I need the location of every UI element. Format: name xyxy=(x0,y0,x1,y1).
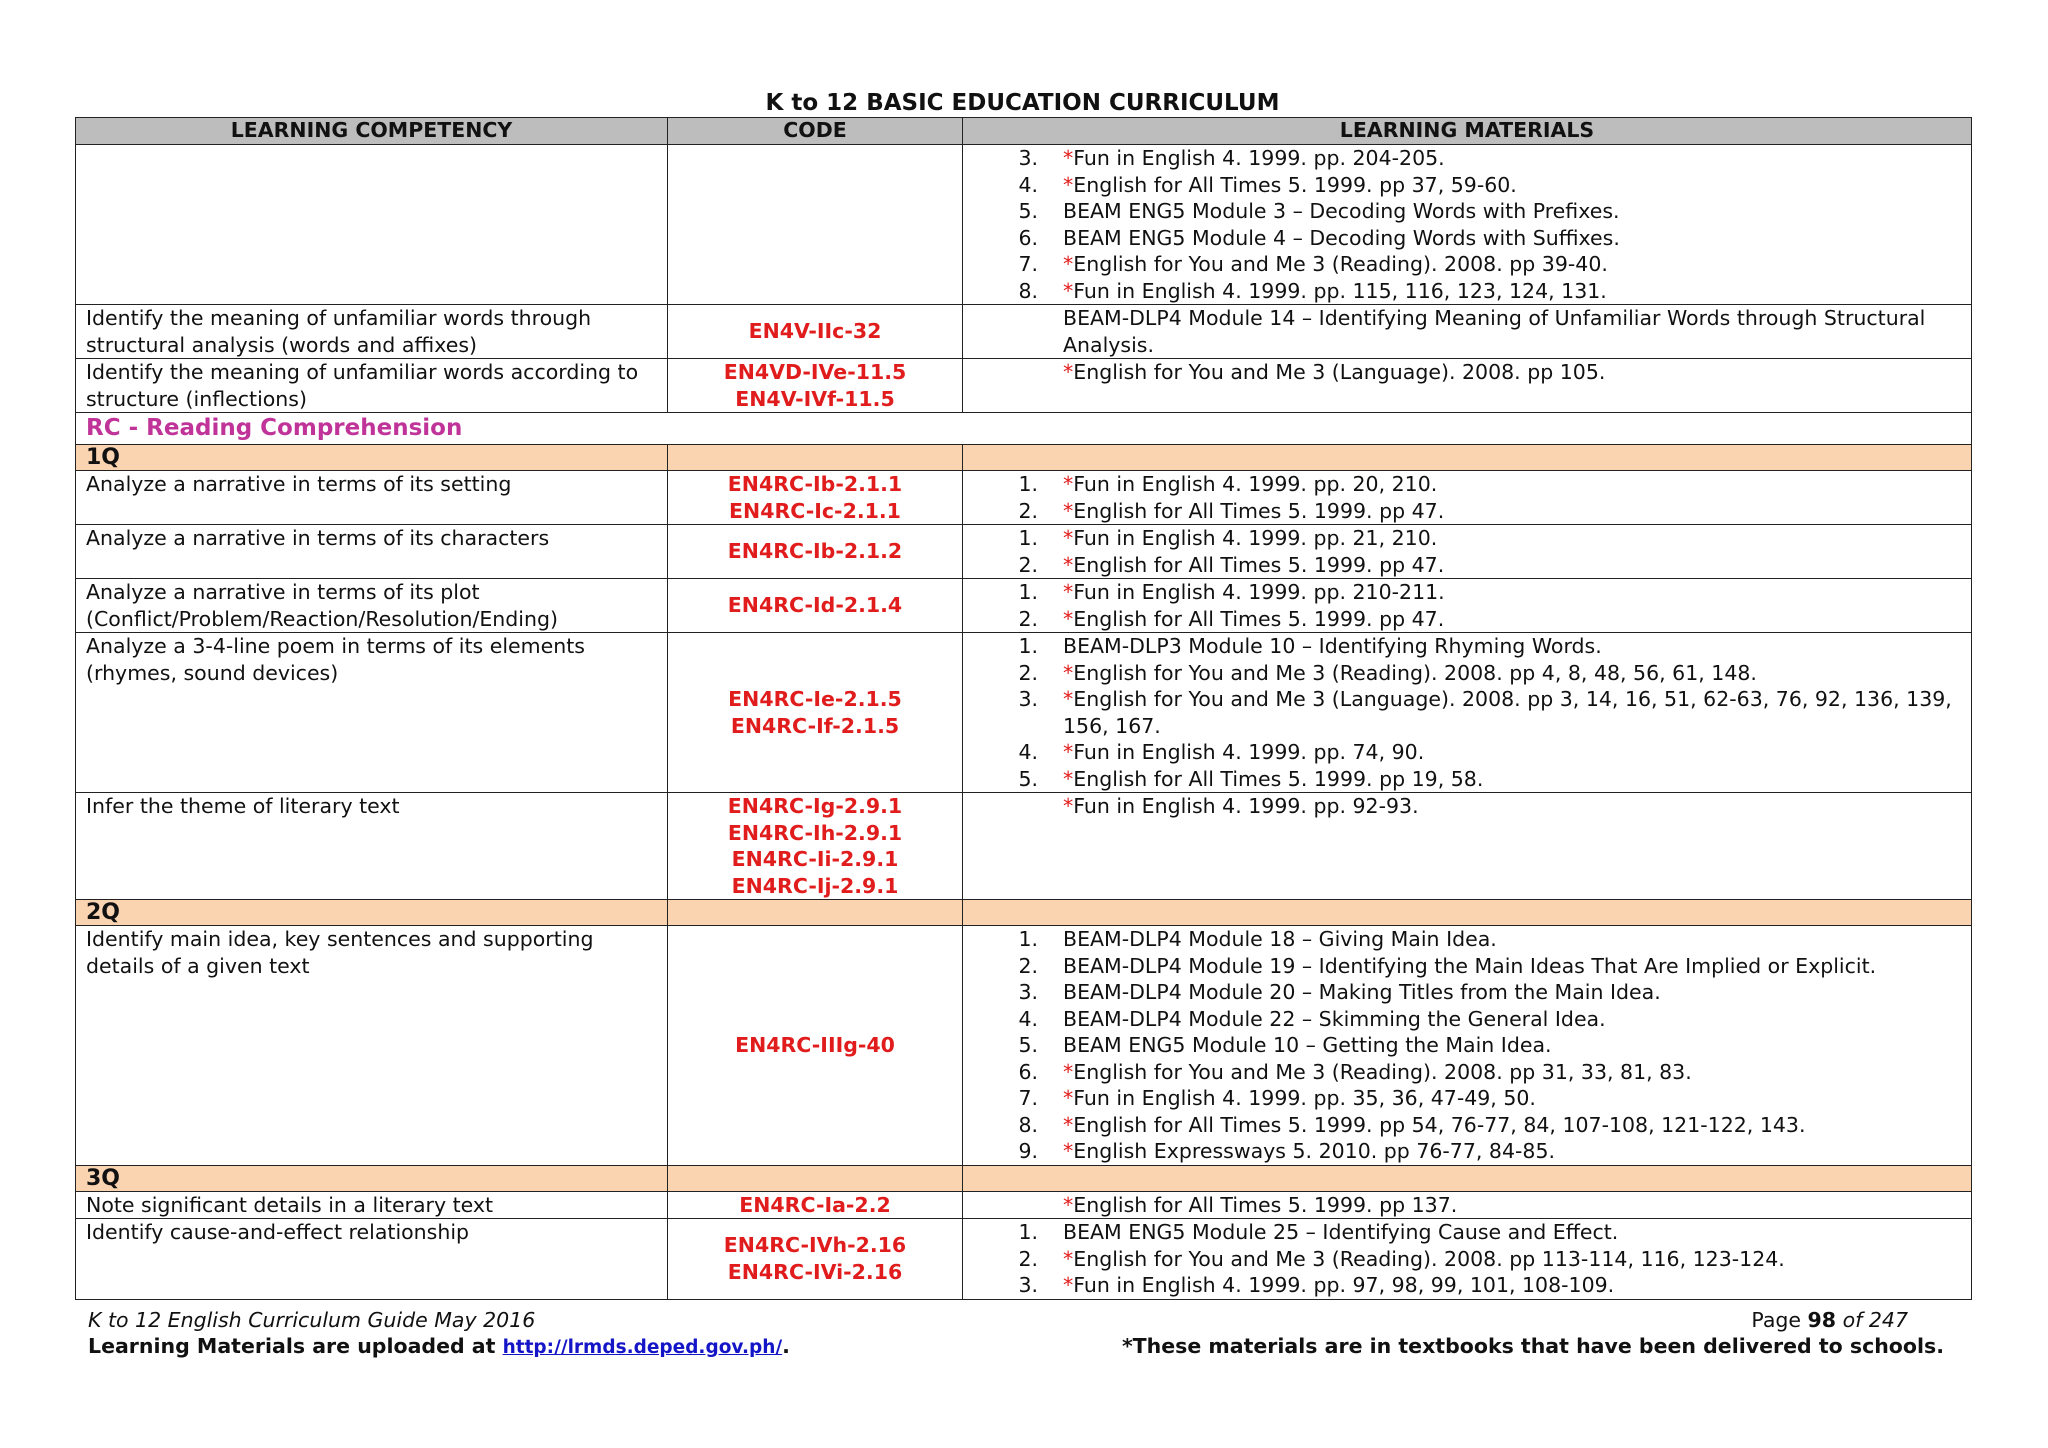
quarter-materials-cell xyxy=(963,1165,1972,1191)
material-number: 3. xyxy=(1018,146,1038,170)
material-text: English for You and Me 3 (Reading). 2008. pp 113-114, 116, 123-124. xyxy=(1073,1246,1785,1271)
document-title: K to 12 BASIC EDUCATION CURRICULUM xyxy=(765,90,1280,116)
material-number: 9. xyxy=(1018,1139,1038,1163)
competency-code: EN4RC-IIIg-40 xyxy=(735,1033,895,1057)
material-item xyxy=(963,606,1963,633)
material-number: 2. xyxy=(1018,660,1038,685)
material-text: English for All Times 5. 1999. pp 137. xyxy=(1073,1192,1458,1217)
footer-line-2 xyxy=(88,1333,1944,1361)
competency-code: EN4RC-Ic-2.1.1 xyxy=(729,498,901,523)
material-item xyxy=(963,979,1963,1006)
material-text: English for All Times 5. 1999. pp 19, 58. xyxy=(1073,766,1484,791)
material-number: 3. xyxy=(1018,980,1038,1004)
material-item xyxy=(963,579,1963,606)
section-row xyxy=(76,413,1972,445)
competency-code: EN4RC-Ia-2.2 xyxy=(739,1192,891,1217)
material-number: 2. xyxy=(1018,1246,1038,1271)
material-text: Fun in English 4. 1999. pp. 35, 36, 47-49, 50. xyxy=(1073,1086,1536,1110)
table-row xyxy=(76,926,1972,1166)
page-total: of 247 xyxy=(1836,1308,1908,1332)
material-text: BEAM-DLP3 Module 10 – Identifying Rhyming Words. xyxy=(1063,634,1602,658)
material-item xyxy=(963,471,1963,498)
competency-cell: Identify cause-and-effect relationship xyxy=(76,1219,668,1300)
table-row xyxy=(76,359,1972,413)
footer-note: *These materials are in textbooks that have been delivered to schools. xyxy=(1121,1334,1944,1358)
material-item xyxy=(963,793,1963,820)
materials-cell xyxy=(963,579,1972,633)
material-text: BEAM ENG5 Module 10 – Getting the Main Idea. xyxy=(1063,1033,1552,1057)
textbook-asterisk: * xyxy=(1063,606,1074,631)
material-text: BEAM ENG5 Module 4 – Decoding Words with Suffixes. xyxy=(1063,225,1620,250)
competency-cell: Identify the meaning of unfamiliar words according to structure (inflections) xyxy=(76,359,668,413)
textbook-asterisk: * xyxy=(1063,498,1074,523)
textbook-asterisk: * xyxy=(1063,1059,1074,1084)
competency-code: EN4RC-IVh-2.16 xyxy=(723,1233,907,1258)
material-item xyxy=(963,660,1963,687)
textbook-asterisk: * xyxy=(1063,766,1074,791)
material-item xyxy=(963,1246,1963,1273)
textbook-asterisk: * xyxy=(1063,552,1074,577)
material-number: 2. xyxy=(1018,953,1038,978)
materials-list xyxy=(963,145,1963,304)
material-text: English for All Times 5. 1999. pp 54, 76-77, 84, 107-108, 121-122, 143. xyxy=(1073,1112,1806,1137)
competency-code: EN4RC-Ie-2.1.5 xyxy=(728,687,902,711)
material-number: 3. xyxy=(1018,687,1038,711)
material-item xyxy=(963,305,1963,358)
competency-code: EN4RC-Id-2.1.4 xyxy=(727,593,903,618)
competency-cell: Identify main idea, key sentences and supporting details of a given text xyxy=(76,926,668,1166)
quarter-materials-cell xyxy=(963,445,1972,471)
competency-cell: Analyze a narrative in terms of its setting xyxy=(76,471,668,525)
uploaded-end: . xyxy=(782,1334,790,1358)
uploaded-label: Learning Materials are uploaded at xyxy=(88,1334,503,1358)
table-row xyxy=(76,305,1972,359)
material-text: BEAM-DLP4 Module 18 – Giving Main Idea. xyxy=(1063,927,1497,951)
table-body xyxy=(76,145,1972,1300)
material-item xyxy=(963,953,1963,980)
code-cell xyxy=(668,525,963,579)
material-text: Fun in English 4. 1999. pp. 74, 90. xyxy=(1073,740,1425,764)
material-text: English for You and Me 3 (Language). 2008. pp 3, 14, 16, 51, 62-63, 76, 92, 136, 139, 156, 167. xyxy=(1063,687,1952,738)
competency-cell xyxy=(76,145,668,305)
competency-code: EN4V-IIc-32 xyxy=(748,319,882,344)
competency-cell: Analyze a narrative in terms of its plot (Conflict/Problem/Reaction/Resolution/Ending) xyxy=(76,579,668,633)
competency-code: EN4RC-Ig-2.9.1 xyxy=(727,794,903,818)
competency-cell: Infer the theme of literary text xyxy=(76,793,668,900)
table-row xyxy=(76,579,1972,633)
textbook-asterisk: * xyxy=(1063,360,1074,384)
material-text: English for You and Me 3 (Reading). 2008. pp 31, 33, 81, 83. xyxy=(1073,1059,1692,1084)
table-row xyxy=(76,1219,1972,1300)
material-item xyxy=(963,1219,1963,1246)
material-text: BEAM ENG5 Module 25 – Identifying Cause and Effect. xyxy=(1063,1220,1619,1244)
material-item xyxy=(963,1272,1963,1299)
material-text: BEAM-DLP4 Module 14 – Identifying Meaning of Unfamiliar Words through Structural Analysis. xyxy=(1063,306,1926,357)
material-item xyxy=(963,686,1963,739)
material-item xyxy=(963,926,1963,953)
materials-cell xyxy=(963,1219,1972,1300)
material-text: Fun in English 4. 1999. pp. 204-205. xyxy=(1073,146,1445,170)
competency-code: EN4V-IVf-11.5 xyxy=(735,386,895,411)
material-item xyxy=(963,766,1963,793)
table-header-row xyxy=(76,118,1972,145)
materials-list xyxy=(963,1192,1963,1219)
header-code: CODE xyxy=(668,118,963,145)
quarter-code-cell xyxy=(668,900,963,926)
material-text: BEAM ENG5 Module 3 – Decoding Words with Prefixes. xyxy=(1063,199,1620,223)
material-number: 7. xyxy=(1018,252,1038,276)
competency-cell: Analyze a narrative in terms of its characters xyxy=(76,525,668,579)
materials-list xyxy=(963,579,1963,632)
material-number: 3. xyxy=(1018,1273,1038,1297)
table-row xyxy=(76,633,1972,793)
material-item xyxy=(963,633,1963,660)
materials-list xyxy=(963,926,1963,1165)
page-indicator xyxy=(1751,1307,1908,1333)
material-item xyxy=(963,1112,1963,1139)
materials-cell xyxy=(963,305,1972,359)
materials-cell xyxy=(963,471,1972,525)
material-number: 2. xyxy=(1018,552,1038,577)
materials-cell xyxy=(963,793,1972,900)
material-item xyxy=(963,1032,1963,1059)
materials-cell xyxy=(963,926,1972,1166)
quarter-row xyxy=(76,445,1972,471)
curriculum-table xyxy=(75,117,1972,1300)
textbook-asterisk: * xyxy=(1063,740,1074,764)
quarter-label: 3Q xyxy=(76,1165,668,1191)
material-text: Fun in English 4. 1999. pp. 21, 210. xyxy=(1073,526,1438,550)
material-number: 6. xyxy=(1018,1059,1038,1084)
materials-list xyxy=(963,525,1963,578)
materials-cell xyxy=(963,633,1972,793)
materials-list xyxy=(963,793,1963,820)
materials-list xyxy=(963,1219,1963,1299)
material-item xyxy=(963,1138,1963,1165)
material-number: 7. xyxy=(1018,1086,1038,1110)
textbook-asterisk: * xyxy=(1063,252,1074,276)
competency-code: EN4RC-Ib-2.1.2 xyxy=(727,539,903,564)
footer-line-1 xyxy=(88,1307,1944,1333)
material-item xyxy=(963,172,1963,199)
table-row xyxy=(76,1191,1972,1219)
textbook-asterisk: * xyxy=(1063,794,1074,818)
material-number: 5. xyxy=(1018,766,1038,791)
competency-cell: Analyze a 3-4-line poem in terms of its elements (rhymes, sound devices) xyxy=(76,633,668,793)
material-text: BEAM-DLP4 Module 22 – Skimming the General Idea. xyxy=(1063,1006,1606,1031)
textbook-asterisk: * xyxy=(1063,472,1074,496)
materials-cell xyxy=(963,525,1972,579)
quarter-label: 1Q xyxy=(76,445,668,471)
materials-cell xyxy=(963,1191,1972,1219)
code-cell xyxy=(668,633,963,793)
textbook-asterisk: * xyxy=(1063,1273,1074,1297)
material-number: 1. xyxy=(1018,472,1038,496)
header-materials: LEARNING MATERIALS xyxy=(963,118,1972,145)
material-item xyxy=(963,1006,1963,1033)
code-cell xyxy=(668,305,963,359)
lrmds-link[interactable]: http://lrmds.deped.gov.ph/ xyxy=(502,1337,783,1358)
material-text: BEAM-DLP4 Module 19 – Identifying the Main Ideas That Are Implied or Explicit. xyxy=(1063,953,1877,978)
material-item xyxy=(963,1192,1963,1219)
material-number: 4. xyxy=(1018,172,1038,197)
material-text: English for All Times 5. 1999. pp 47. xyxy=(1073,552,1445,577)
footer-guide: K to 12 English Curriculum Guide May 2016 xyxy=(88,1308,536,1332)
competency-code: EN4VD-IVe-11.5 xyxy=(723,360,907,384)
material-number: 4. xyxy=(1018,740,1038,764)
header-competency: LEARNING COMPETENCY xyxy=(76,118,668,145)
competency-code: EN4RC-If-2.1.5 xyxy=(730,713,900,738)
material-item xyxy=(963,525,1963,552)
material-number: 1. xyxy=(1018,526,1038,550)
code-cell xyxy=(668,579,963,633)
page-prefix: Page xyxy=(1751,1308,1808,1332)
material-number: 5. xyxy=(1018,1033,1038,1057)
material-item xyxy=(963,198,1963,225)
material-text: English for You and Me 3 (Reading). 2008. pp 4, 8, 48, 56, 61, 148. xyxy=(1073,660,1757,685)
textbook-asterisk: * xyxy=(1063,526,1074,550)
material-text: English for All Times 5. 1999. pp 37, 59-60. xyxy=(1073,172,1517,197)
table-row xyxy=(76,145,1972,305)
material-item xyxy=(963,498,1963,525)
material-text: Fun in English 4. 1999. pp. 97, 98, 99, 101, 108-109. xyxy=(1073,1273,1615,1297)
material-item xyxy=(963,552,1963,579)
material-text: English for You and Me 3 (Language). 2008. pp 105. xyxy=(1073,360,1606,384)
material-text: Fun in English 4. 1999. pp. 210-211. xyxy=(1073,580,1445,604)
code-cell xyxy=(668,926,963,1166)
material-number: 8. xyxy=(1018,278,1038,303)
competency-code: EN4RC-Ib-2.1.1 xyxy=(727,472,903,496)
textbook-asterisk: * xyxy=(1063,1246,1074,1271)
textbook-asterisk: * xyxy=(1063,687,1074,711)
material-number: 1. xyxy=(1018,634,1038,658)
material-number: 2. xyxy=(1018,606,1038,631)
material-text: English for You and Me 3 (Reading). 2008. pp 39-40. xyxy=(1073,252,1608,276)
code-cell xyxy=(668,145,963,305)
material-number: 1. xyxy=(1018,927,1038,951)
materials-list xyxy=(963,471,1963,524)
competency-cell: Note significant details in a literary text xyxy=(76,1191,668,1219)
material-number: 8. xyxy=(1018,1112,1038,1137)
material-text: Fun in English 4. 1999. pp. 92-93. xyxy=(1073,794,1419,818)
material-item xyxy=(963,251,1963,278)
material-item xyxy=(963,278,1963,305)
material-item xyxy=(963,225,1963,252)
textbook-asterisk: * xyxy=(1063,1192,1074,1217)
textbook-asterisk: * xyxy=(1063,172,1074,197)
code-cell xyxy=(668,359,963,413)
material-number: 5. xyxy=(1018,199,1038,223)
textbook-asterisk: * xyxy=(1063,278,1074,303)
material-item xyxy=(963,739,1963,766)
textbook-asterisk: * xyxy=(1063,146,1074,170)
textbook-asterisk: * xyxy=(1063,1112,1074,1137)
quarter-code-cell xyxy=(668,445,963,471)
material-text: Fun in English 4. 1999. pp. 20, 210. xyxy=(1073,472,1438,496)
competency-code: EN4RC-Ij-2.9.1 xyxy=(731,873,899,898)
code-cell xyxy=(668,1219,963,1300)
competency-code: EN4RC-IVi-2.16 xyxy=(727,1259,903,1284)
table-row xyxy=(76,525,1972,579)
material-number: 6. xyxy=(1018,225,1038,250)
material-text: English Expressways 5. 2010. pp 76-77, 84-85. xyxy=(1073,1139,1555,1163)
material-number: 1. xyxy=(1018,580,1038,604)
textbook-asterisk: * xyxy=(1063,1086,1074,1110)
textbook-asterisk: * xyxy=(1063,1139,1074,1163)
material-item xyxy=(963,1059,1963,1086)
code-cell xyxy=(668,793,963,900)
code-cell xyxy=(668,1191,963,1219)
materials-list xyxy=(963,359,1963,386)
page-number: 98 xyxy=(1807,1308,1837,1332)
material-item xyxy=(963,1085,1963,1112)
table-row xyxy=(76,793,1972,900)
competency-code: EN4RC-Ih-2.9.1 xyxy=(727,820,903,845)
code-cell xyxy=(668,471,963,525)
material-text: English for All Times 5. 1999. pp 47. xyxy=(1073,606,1445,631)
quarter-materials-cell xyxy=(963,900,1972,926)
competency-cell: Identify the meaning of unfamiliar words through structural analysis (words and affixes) xyxy=(76,305,668,359)
material-text: BEAM-DLP4 Module 20 – Making Titles from the Main Idea. xyxy=(1063,980,1661,1004)
material-number: 2. xyxy=(1018,498,1038,523)
materials-cell xyxy=(963,359,1972,413)
quarter-row xyxy=(76,1165,1972,1191)
materials-cell xyxy=(963,145,1972,305)
quarter-label: 2Q xyxy=(76,900,668,926)
section-title: RC - Reading Comprehension xyxy=(76,413,1972,445)
materials-list xyxy=(963,633,1963,792)
material-text: English for All Times 5. 1999. pp 47. xyxy=(1073,498,1445,523)
material-text: Fun in English 4. 1999. pp. 115, 116, 123, 124, 131. xyxy=(1073,278,1607,303)
material-number: 4. xyxy=(1018,1006,1038,1031)
materials-list xyxy=(963,305,1963,358)
material-number: 1. xyxy=(1018,1220,1038,1244)
quarter-row xyxy=(76,900,1972,926)
textbook-asterisk: * xyxy=(1063,660,1074,685)
material-item xyxy=(963,145,1963,172)
textbook-asterisk: * xyxy=(1063,580,1074,604)
table-row xyxy=(76,471,1972,525)
material-item xyxy=(963,359,1963,386)
competency-code: EN4RC-Ii-2.9.1 xyxy=(731,847,899,871)
quarter-code-cell xyxy=(668,1165,963,1191)
